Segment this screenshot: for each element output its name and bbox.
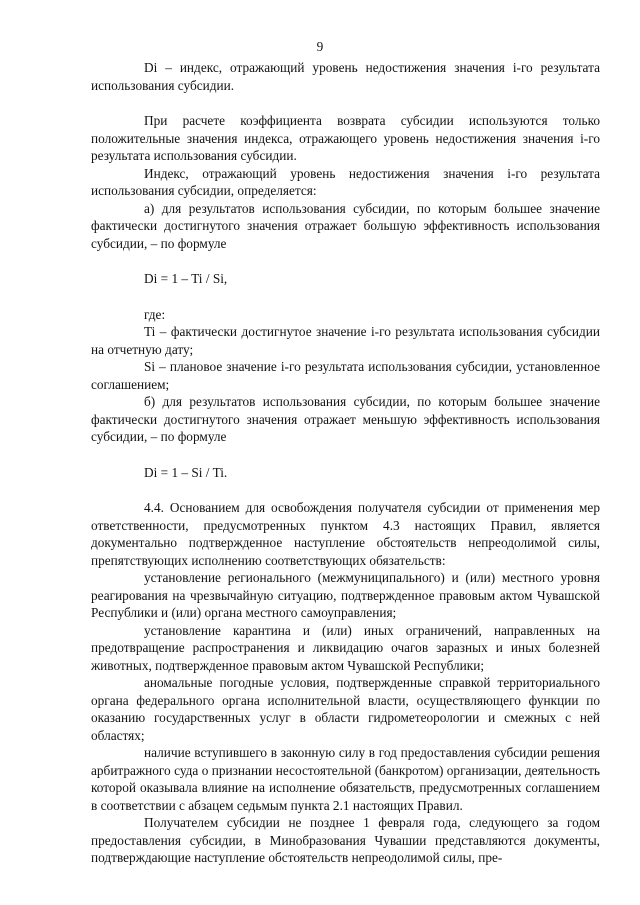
document-body	[91, 59, 600, 867]
paragraph-t-definition: Ti – фактически достигнутое значение i-го результата использования субсидии на отчетную дату;	[91, 324, 600, 357]
paragraph-d-definition: Di – индекс, отражающий уровень недостижения значения i-го результата использования субсидии.	[91, 60, 600, 93]
paragraph-documents-deadline: Получателем субсидии не позднее 1 февраля года, следующего за годом предоставления субсидии, в Минобразования Чувашии представляются документы, подтверждающие наступление обстоятельств непреодолимой силы, пре-	[91, 815, 600, 865]
paragraph-case-a: а) для результатов использования субсидии, по которым большее значение фактически достигнутого значения отражает большую эффективность использования субсидии, – по формуле	[91, 200, 600, 251]
page-number: 9	[316, 39, 324, 54]
paragraph-quarantine: установление карантина и (или) иных ограничений, направленных на предотвращение распространения и ликвидацию очагов заразных и иных болезней животных, подтвержденное правовым актом Чувашской Республики;	[91, 622, 600, 673]
paragraph-case-b: б) для результатов использования субсидии, по которым большее значение фактически достигнутого значения отражает меньшую эффективность использования субсидии, – по формуле	[91, 394, 600, 444]
paragraph-weather: аномальные погодные условия, подтвержденные справкой территориального органа федерального органа исполнительной власти, осуществляющего функции по оказанию государственных услуг в области гидрометеорологии и смежных с ней областях;	[91, 675, 600, 743]
paragraph-bankruptcy: наличие вступившего в законную силу в год предоставления субсидии решения арбитражного суда о признании несостоятельной (банкротом) организации, деятельность которой оказывала влияние на исполнение обязательств, предусмотренных соглашением в соответствии с абзацем седьмым пункта 2.1 настоящих Правил.	[91, 745, 600, 813]
paragraph-4-4: 4.4. Основанием для освобождения получателя субсидии от применения мер ответственности, предусмотренных пунктом 4.3 настоящих Правил, является документально подтвержденное наступление обстоятельств непреодолимой силы, препятствующих исполнению соответствующих обязательств:	[91, 500, 600, 568]
where-label: где:	[144, 306, 166, 322]
paragraph-positive-values: При расчете коэффициента возврата субсидии используются только положительные значения индекса, отражающего уровень недостижения значения i-го результата использования субсидии.	[91, 113, 600, 163]
paragraph-emergency: установление регионального (межмуниципального) и (или) местного уровня реагирования на чрезвычайную ситуацию, подтвержденное правовым актом Чувашской Республики и (или) органа местного самоуправления;	[91, 570, 600, 620]
formula-a: Di = 1 – Ti / Si,	[144, 271, 228, 286]
paragraph-s-definition: Si – плановое значение i-го результата использования субсидии, установленное соглашением;	[91, 359, 600, 392]
paragraph-index-determined: Индекс, отражающий уровень недостижения значения i-го результата использования субсидии, определяется:	[91, 165, 600, 198]
formula-b: Di = 1 – Si / Ti.	[144, 464, 228, 480]
